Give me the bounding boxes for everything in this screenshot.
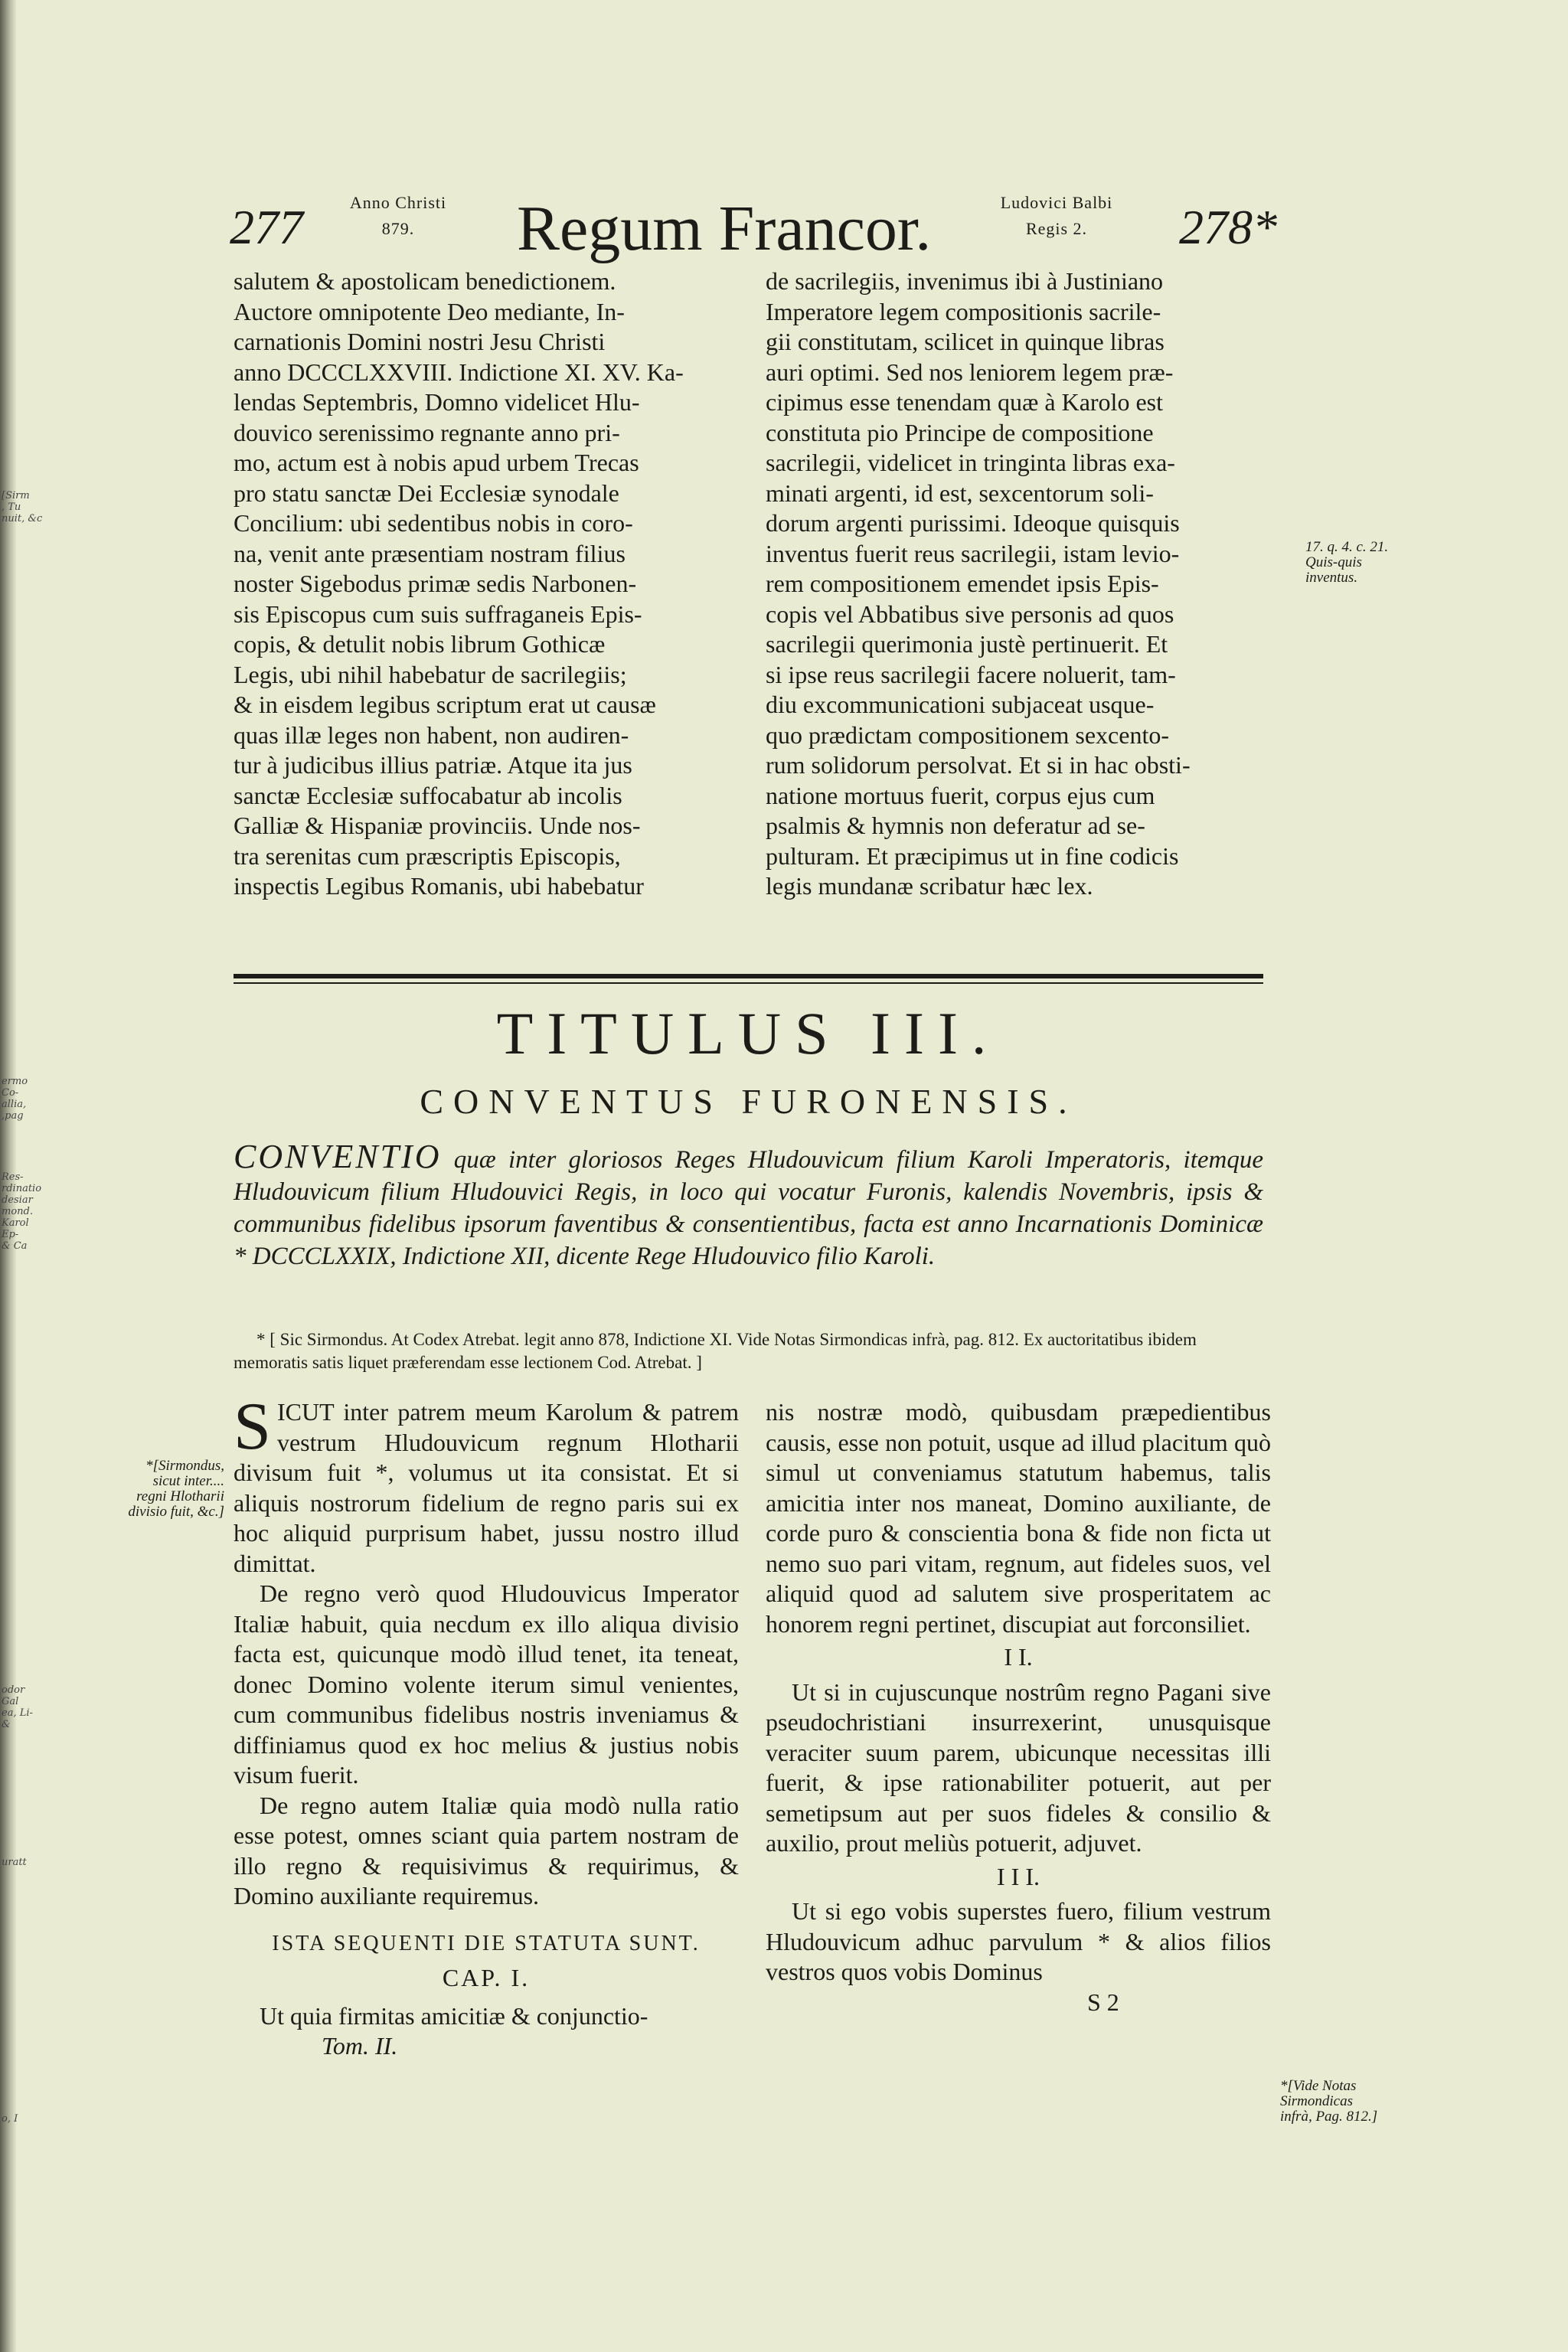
margin-note-left: *[Sirmondus, sicut inter.... regni Hlotharii divisio fuit, &c.] bbox=[128, 1458, 224, 1520]
margin-note-top: 17. q. 4. c. 21. Quis-quis inventus. bbox=[1305, 539, 1389, 586]
text-line: Legis, ubi nihil habebatur de sacrilegiis; bbox=[234, 660, 627, 688]
text-line: noster Sigebodus primæ sedis Narbonen- bbox=[234, 570, 637, 597]
ludovici-label: Ludovici Balbi bbox=[1000, 193, 1113, 212]
cap-heading: CAP. I. bbox=[442, 1964, 531, 1991]
page-number-right: 278* bbox=[1179, 200, 1277, 254]
text-line: inventus fuerit reus sacrilegii, istam levio- bbox=[766, 539, 1180, 567]
text-line: de sacrilegiis, invenimus ibi à Justiniano bbox=[766, 267, 1164, 295]
bottom-right-column bbox=[766, 1397, 1271, 2017]
paragraph-text: Ut si in cujuscunque nostrûm regno Pagani sive pseudochristiani insurrexerint, unusquisque veraciter suum parem, ubicunque necessitas illi fuerit, & ipse rationabiliter potuerit, aut per semetipsum aut per suos fideles & consilio & auxilio, prout meliùs potuerit, adjuvet. bbox=[766, 1677, 1271, 1857]
paragraph-text: nis nostræ modò, quibusdam præpedientibus causis, esse non potuit, usque ad illud placitum quò simul ut conveniamus statutum habemus, talis amicitia inter nos maneat, Domino auxiliante, de corde puro & conscientia bona & fide non ficta ut nemo suo pari vitam, regnum, aut fideles suos, vel aliquid quod ad salutem sive prosperitatem ac honorem regni pertinet, discupiat aut forconsiliet. bbox=[766, 1398, 1271, 1638]
text-line: pulturam. Et præcipimus ut in fine codicis bbox=[766, 841, 1179, 870]
text-line: quas illæ leges non habent, non audiren- bbox=[234, 720, 629, 749]
facing-page-note: uratt bbox=[2, 1857, 27, 1868]
text-line: si ipse reus sacrilegii facere noluerit, tam- bbox=[766, 660, 1176, 688]
text-line: auri optimi. Sed nos leniorem legem præ- bbox=[766, 358, 1174, 386]
text-line: mo, actum est à nobis apud urbem Trecas bbox=[234, 449, 639, 476]
text-line: minati argenti, id est, sexcentorum soli- bbox=[766, 479, 1154, 507]
section-title: TITULUS III. bbox=[496, 1000, 1001, 1067]
top-left-column bbox=[234, 266, 739, 902]
gathering-signature: S 2 bbox=[1087, 1988, 1119, 2016]
intro-paragraph bbox=[234, 1138, 1263, 1272]
regis-label: Regis 2. bbox=[1025, 219, 1088, 238]
text-line: tra serenitas cum præscriptis Episcopis, bbox=[234, 841, 621, 870]
text-line: pro statu sanctæ Dei Ecclesiæ synodale bbox=[234, 479, 619, 507]
footnote: * [ Sic Sirmondus. At Codex Atrebat. legit anno 878, Indictione XI. Vide Notas Sirmondicas infrà, pag. 812. Ex auctoritatibus ibidem memoratis satis liquet præferendam esse lectionem Cod. Atrebat. ] bbox=[234, 1330, 1197, 1372]
text-line: sis Episcopus cum suis suffraganeis Epis- bbox=[234, 599, 642, 628]
facing-page-note: [Sirm , Tu nuit, &c bbox=[2, 490, 43, 524]
page-header bbox=[230, 176, 1317, 264]
section-subtitle: CONVENTUS FURONENSIS. bbox=[420, 1082, 1077, 1121]
paragraph-text: Ut si ego vobis superstes fuero, filium vestrum Hludouvicum adhuc parvulum * & alios filios vestros quos vobis Dominus bbox=[766, 1897, 1271, 1985]
text-line: copis vel Abbatibus sive personis ad quos bbox=[766, 599, 1174, 628]
thick-rule bbox=[234, 974, 1263, 978]
text-line: sacrilegii querimonia justè pertinuerit. Et bbox=[766, 630, 1168, 658]
text-line: carnationis Domini nostri Jesu Christi bbox=[234, 328, 606, 355]
text-line: copis, & detulit nobis librum Gothicæ bbox=[234, 630, 606, 658]
page-number-left: 277 bbox=[230, 200, 303, 254]
text-line: na, venit ante præsentiam nostram filius bbox=[234, 539, 626, 567]
paragraph-text: De regno autem Italiæ quia modò nulla ratio esse potest, omnes sciant quia partem nostram de illo regno & requisivimus & requirimus, & Domino auxiliante requiremus. bbox=[234, 1791, 739, 1909]
paragraph-text: ICUT inter patrem meum Karolum & patrem vestrum Hludouvicum regnum Hlotharii divisum fuit *, volumus ut ita consistat. Et si aliquis nostrorum fidelium de regno paris sui ex hoc aliquid purprisum habet, jussu nostro illud dimittat. bbox=[234, 1398, 739, 1577]
paragraph-text: De regno verò quod Hludouvicus Imperator Italiæ habuit, quia necdum ex illo aliqua divisio facta est, quicunque modò illud tenet, ita teneat, donec Domino volente iterum simul venientes, cum communibus fidelibus nostris inveniamus & diffiniamus quod ex hoc melius & justius nobis visum fuerit. bbox=[234, 1579, 739, 1788]
volume-signature: Tom. II. bbox=[322, 2032, 398, 2060]
text-line: dorum argenti purissimi. Ideoque quisquis bbox=[766, 509, 1180, 537]
thin-rule bbox=[234, 982, 1263, 984]
text-line: diu excommunicationi subjaceat usque- bbox=[766, 691, 1155, 718]
statuta-heading: ISTA SEQUENTI DIE STATUTA SUNT. bbox=[272, 1931, 701, 1955]
intro-text: quæ inter gloriosos Reges Hludouvicum filium Karoli Imperatoris, itemque Hludouvicum filium Hludouvici Regis, in loco qui vocatur Furonis, kalendis Novembris, ipsis & communibus fidelibus ipsorum faventibus & consentientibus, facta est anno Incarnationis Dominicæ * DCCCLXXIX, Indictione XII, dicente Rege Hludouvico filio Karoli. bbox=[234, 1146, 1263, 1270]
text-line: rem compositionem emendet ipsis Epis- bbox=[766, 570, 1159, 597]
text-line: psalmis & hymnis non deferatur ad se- bbox=[766, 812, 1145, 839]
paragraph-text: Ut quia firmitas amicitiæ & conjunctio- bbox=[260, 2001, 648, 2030]
top-right-column bbox=[766, 266, 1271, 902]
text-line: natione mortuus fuerit, corpus ejus cum bbox=[766, 781, 1155, 809]
text-line: salutem & apostolicam benedictionem. bbox=[234, 267, 616, 295]
text-line: & in eisdem legibus scriptum erat ut causæ bbox=[234, 691, 656, 718]
facing-page-note: Res- rdinatio desiar mond. Karol Ep- & Ca bbox=[2, 1171, 42, 1252]
text-line: tur à judicibus illius patriæ. Atque ita jus bbox=[234, 751, 632, 779]
intro-caps: CONVENTIO bbox=[234, 1138, 442, 1175]
text-line: sanctæ Ecclesiæ suffocabatur ab incolis bbox=[234, 781, 622, 809]
text-line: legis mundanæ scribatur hæc lex. bbox=[766, 872, 1093, 900]
text-line: constituta pio Principe de compositione bbox=[766, 418, 1154, 446]
text-line: lendas Septembris, Domno videlicet Hlu- bbox=[234, 388, 640, 416]
section-number: I I I. bbox=[997, 1862, 1040, 1890]
text-line: gii constitutam, scilicet in quinque libras bbox=[766, 328, 1165, 355]
facing-page-note: ermo Co- allia, ,pag bbox=[2, 1076, 28, 1122]
drop-cap: S bbox=[234, 1390, 271, 1464]
text-line: sacrilegii, videlicet in tringinta libras exa- bbox=[766, 449, 1175, 476]
bottom-left-column bbox=[234, 1390, 739, 2062]
margin-note-bottom: *[Vide Notas Sirmondicas infrà, Pag. 812.] bbox=[1280, 2078, 1378, 2125]
running-title: Regum Francor. bbox=[517, 193, 932, 264]
text-line: rum solidorum persolvat. Et si in hac obsti- bbox=[766, 751, 1191, 779]
text-line: quo prædictam compositionem sexcento- bbox=[766, 720, 1169, 749]
text-line: Concilium: ubi sedentibus nobis in coro- bbox=[234, 509, 633, 537]
facing-page-note: odor Gal ea, Li- & bbox=[2, 1684, 33, 1730]
text-line: inspectis Legibus Romanis, ubi habebatur bbox=[234, 872, 644, 900]
anno-label: Anno Christi bbox=[349, 193, 447, 212]
text-line: Galliæ & Hispaniæ provinciis. Unde nos- bbox=[234, 812, 641, 839]
section-number: I I. bbox=[1004, 1643, 1033, 1671]
facing-page-note: o, I bbox=[2, 2113, 18, 2125]
year-label: 879. bbox=[381, 219, 415, 238]
text-line: Auctore omnipotente Deo mediante, In- bbox=[234, 297, 625, 325]
text-line: cipimus esse tenendam quæ à Karolo est bbox=[766, 388, 1163, 416]
text-line: anno DCCCLXXVIII. Indictione XI. XV. Ka- bbox=[234, 358, 684, 386]
text-line: douvico serenissimo regnante anno pri- bbox=[234, 418, 620, 446]
text-line: Imperatore legem compositionis sacrile- bbox=[766, 297, 1161, 325]
